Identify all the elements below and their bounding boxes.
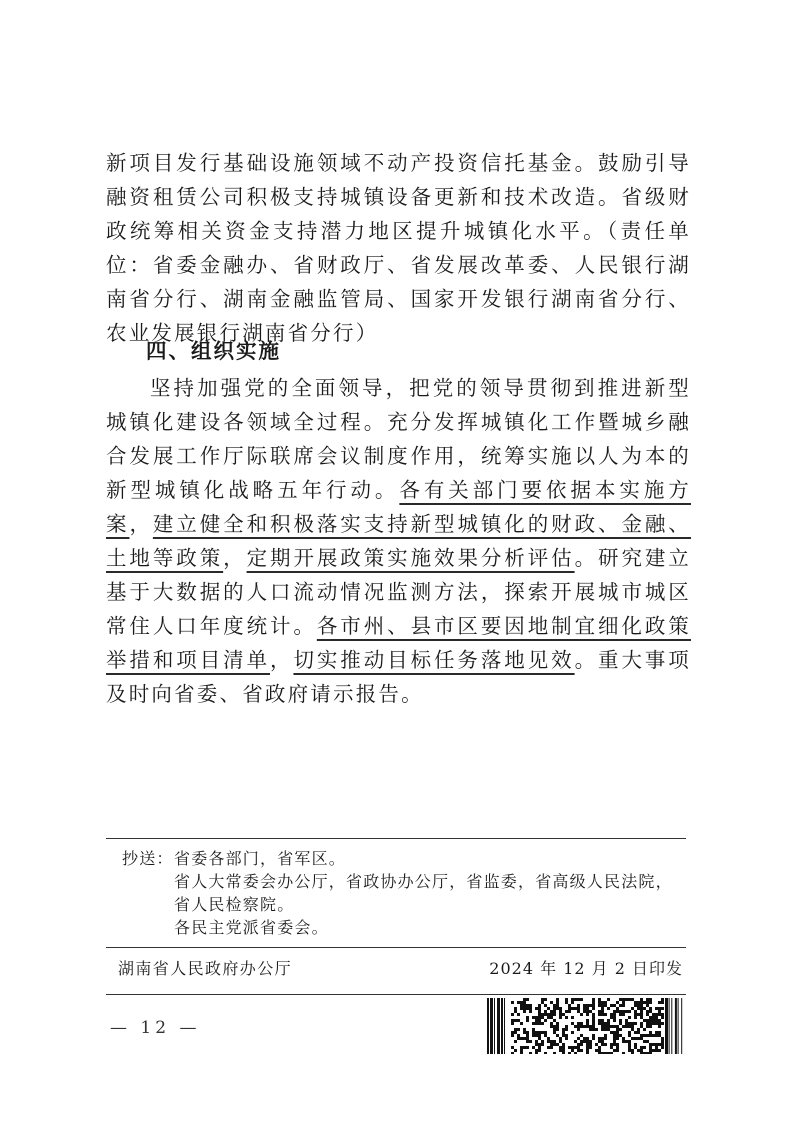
- paragraph-2-text-5: ，: [270, 648, 294, 672]
- cc-first-row: [122, 847, 682, 870]
- page-number: — 12 —: [110, 1018, 201, 1038]
- underlined-phrase-1: 各有关部门要依据本实施方案: [106, 478, 691, 536]
- footer-middle-rule: [106, 947, 686, 948]
- paragraph-2-text-1: 坚持加强党的全面领导，把党的领导贯彻到推进新型城镇化建设各领域全过程。充分发挥城镇化工作暨城乡融合发展工作厅际联席会议制度作用，统筹实施以人为本的新型城镇化战略五年行动。: [106, 376, 691, 502]
- cc-line-1: 省委各部门，省军区。: [174, 849, 347, 868]
- underlined-phrase-2: 建立健全和积极落实支持新型城镇化的财政、金融、土地等政策: [106, 512, 692, 570]
- paragraph-2-text-4: 。研究建立基于大数据的人口流动情况监测方法，探索开展城市城区常住人口年度统计。: [106, 546, 692, 638]
- cc-distribution-block: [122, 847, 682, 939]
- cc-line-2: 省人大常委会办公厅，省政协办公厅，省监委，省高级人民法院，省人民检察院。: [174, 872, 673, 914]
- paragraph-2-text-3: ，: [223, 546, 247, 570]
- cc-label: 抄送：: [122, 849, 174, 868]
- underlined-phrase-4: 各市州、县市区要因地制宜细化政策举措和项目清单: [106, 614, 691, 672]
- barcode-icon: [487, 998, 687, 1054]
- underlined-phrase-3: 定期开展政策实施效果分析评估: [246, 546, 575, 570]
- issue-date: 2024 年 12 月 2 日印发: [489, 959, 683, 978]
- cc-line-3: 各民主党派省委会。: [174, 918, 329, 937]
- paragraph-2-text-6: 。重大事项及时向省委、省政府请示报告。: [106, 648, 692, 706]
- paragraph-2-text-2: ，: [129, 512, 153, 536]
- underlined-phrase-5: 切实推动目标任务落地见效: [293, 648, 575, 672]
- footer-bottom-rule: [106, 994, 686, 995]
- body-paragraph-1: 新项目发行基础设施领域不动产投资信托基金。鼓励引导融资租赁公司积极支持城镇设备更新和技术改造。省级财政统筹相关资金支持潜力地区提升城镇化水平。（责任单位：省委金融办、省财政厅、省发展改革委、人民银行湖南省分行、湖南金融监管局、国家开发银行湖南省分行、农业发展银行湖南省分行）: [106, 151, 691, 345]
- issuing-office: 湖南省人民政府办公厅: [118, 959, 293, 978]
- section-heading: 四、组织实施: [146, 339, 281, 363]
- body-paragraph-2: [106, 371, 691, 711]
- footer-top-rule: [106, 838, 686, 839]
